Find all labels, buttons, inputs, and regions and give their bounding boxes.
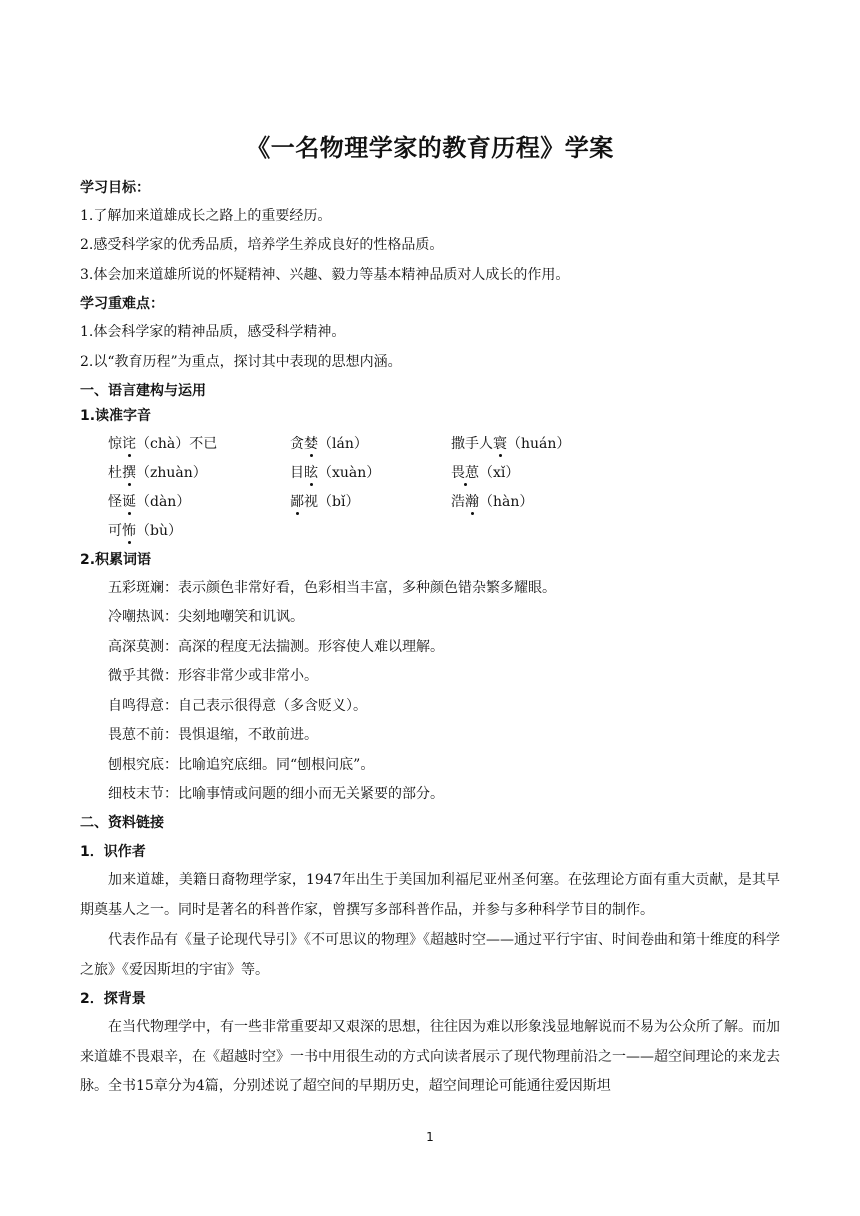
vocab-item: 畏葸不前：畏惧退缩，不敢前进。 bbox=[108, 727, 318, 743]
char-entry: 惊诧（chà）不已 bbox=[108, 436, 218, 452]
goals-heading: 学习目标： bbox=[80, 180, 150, 196]
vocab-item: 自鸣得意：自己表示很得意（多含贬义）。 bbox=[108, 698, 367, 714]
keypoints-heading: 学习重难点： bbox=[80, 296, 164, 312]
char-entry: 撒手人寰（huán） bbox=[451, 436, 571, 452]
author-paragraph: 加来道雄，美籍日裔物理学家，1947年出生于美国加利福尼亚州圣何塞。在弦理论方面有重大贡献，是其早期奠基人之一。同时是著名的科普作家，曾撰写多部科普作品，并参与多种科学节目的制作。 bbox=[80, 872, 780, 918]
section1-heading: 一、语言建构与运用 bbox=[80, 383, 206, 399]
keypoint-item: 1.体会科学家的精神品质，感受科学精神。 bbox=[80, 324, 346, 340]
char-entry: 鄙视（bǐ） bbox=[290, 494, 360, 510]
works-paragraph: 代表作品有《量子论现代导引》《不可思议的物理》《超越时空——通过平行宇宙、时间卷曲和第十维度的科学之旅》《爱因斯坦的宇宙》等。 bbox=[80, 932, 780, 978]
char-entry: 怪诞（dàn） bbox=[108, 494, 191, 510]
vocab-item: 高深莫测：高深的程度无法揣测。形容使人难以理解。 bbox=[108, 639, 444, 655]
char-entry: 杜撰（zhuàn） bbox=[108, 465, 207, 481]
vocab-item: 五彩斑斓：表示颜色非常好看，色彩相当丰富，多种颜色错杂繁多耀眼。 bbox=[108, 580, 556, 596]
vocab-item: 冷嘲热讽：尖刻地嘲笑和讥讽。 bbox=[108, 609, 304, 625]
background-heading: 2．探背景 bbox=[80, 991, 146, 1007]
vocab-item: 细枝末节：比喻事情或问题的细小而无关紧要的部分。 bbox=[108, 786, 444, 802]
keypoint-item: 2.以“教育历程”为重点，探讨其中表现的思想内涵。 bbox=[80, 354, 402, 370]
page-title: 《一名物理学家的教育历程》学案 bbox=[246, 134, 614, 162]
char-entry: 可怖（bù） bbox=[108, 523, 182, 539]
background-paragraph: 在当代物理学中，有一些非常重要却又艰深的思想，往往因为难以形象浅显地解说而不易为公众所了解。而加来道雄不畏艰辛，在《超越时空》一书中用很生动的方式向读者展示了现代物理前沿之一——超空间理论的来龙去脉。全书15章分为4篇，分别述说了超空间的早期历史，超空间理论可能通往爱因斯坦 bbox=[80, 1019, 780, 1094]
goal-item: 2.感受科学家的优秀品质，培养学生养成良好的性格品质。 bbox=[80, 237, 444, 253]
char-entry: 目眩（xuàn） bbox=[290, 465, 381, 481]
pronunciation-heading: 1.读准字音 bbox=[80, 408, 152, 424]
goal-item: 1.了解加来道雄成长之路上的重要经历。 bbox=[80, 208, 332, 224]
vocabulary-heading: 2.积累词语 bbox=[80, 552, 152, 568]
goal-item: 3.体会加来道雄所说的怀疑精神、兴趣、毅力等基本精神品质对人成长的作用。 bbox=[80, 267, 570, 283]
author-heading: 1．识作者 bbox=[80, 844, 146, 860]
vocab-item: 微乎其微：形容非常少或非常小。 bbox=[108, 668, 318, 684]
char-entry: 畏葸（xǐ） bbox=[451, 465, 520, 481]
char-entry: 贪婪（lán） bbox=[290, 436, 368, 452]
page-number: 1 bbox=[426, 1130, 434, 1144]
vocab-item: 刨根究底：比喻追究底细。同“刨根问底”。 bbox=[108, 757, 375, 773]
section2-heading: 二、资料链接 bbox=[80, 815, 164, 831]
char-entry: 浩瀚（hàn） bbox=[451, 494, 534, 510]
